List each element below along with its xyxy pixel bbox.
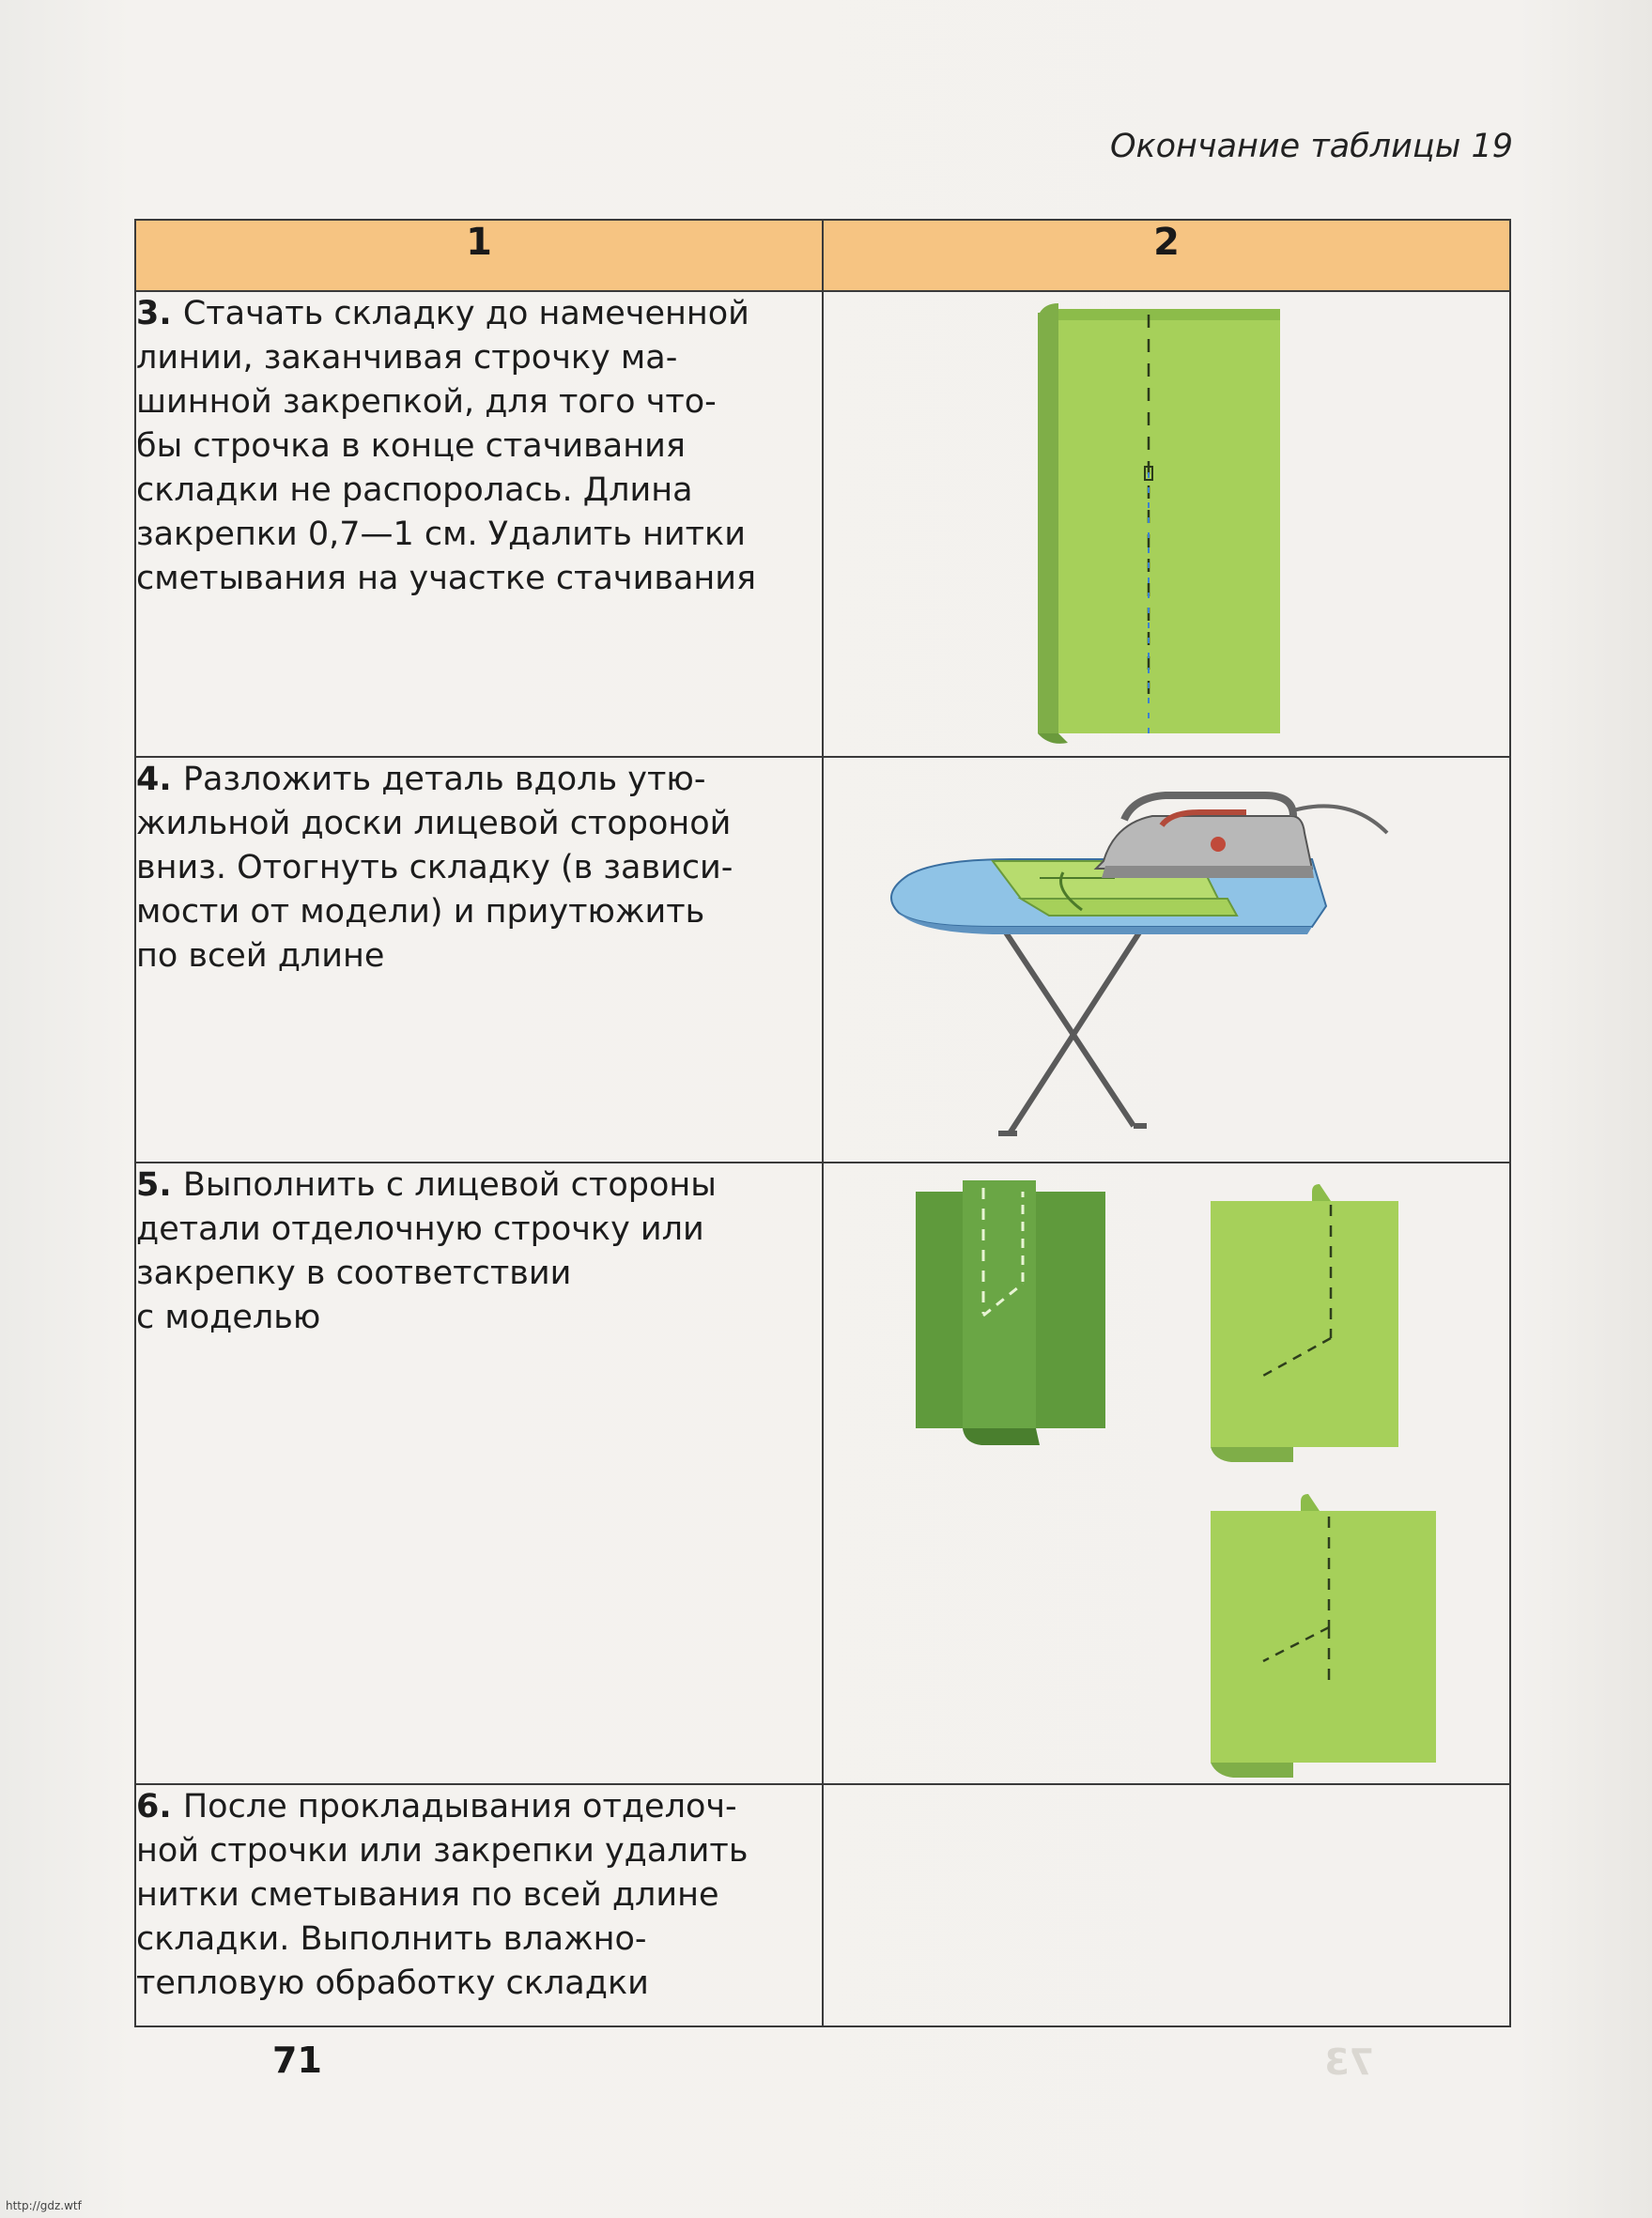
instructions-table [134,219,1511,2027]
step-number: 5. [136,1166,183,1204]
step-number: 3. [136,295,183,332]
step-number: 4. [136,761,183,798]
step-line: складки не распоролась. Длина [136,471,693,509]
step-line: Выполнить с лицевой стороны [182,1166,717,1204]
table-row [135,291,1510,757]
step-line: с моделью [136,1299,321,1336]
table-header-row [135,220,1510,291]
step-3-full-text [0,0,1,1]
step-4-text [135,757,823,1163]
step-6-illustration-empty [823,1784,1510,2026]
table-row [135,1163,1510,1784]
step-5-text [135,1163,823,1784]
bleed-through-page-number: 73 [1324,2041,1374,2083]
step-line: жильной доски лицевой стороной [136,805,732,842]
table-row [135,1784,1510,2026]
step-line: ной строчки или закрепки удалить [136,1832,749,1870]
step-line: Разложить деталь вдоль утю- [182,761,706,798]
step-line: Стачать складку до намеченной [182,295,749,332]
source-footer: http://gdz.wtf [6,2199,82,2212]
step-3-text [135,291,823,757]
step-line: тепловую обработку складки [136,1964,649,2002]
step-line: сметывания на участке стачивания [136,560,757,597]
step-line: складки. Выполнить влажно- [136,1920,647,1958]
step-line: вниз. Отогнуть складку (в зависи- [136,849,733,886]
step-5-illustration [823,1163,1510,1784]
step-line: детали отделочную строчку или [136,1210,704,1248]
page-number: 71 [272,2040,322,2081]
ironing-board-image [824,758,1509,1162]
topstitch-variants-image [824,1163,1509,1783]
step-line: бы строчка в конце стачивания [136,427,686,465]
step-line: После прокладывания отделоч- [182,1788,737,1825]
step-line: мости от модели) и приутюжить [136,893,705,931]
column-header-2: 2 [823,220,1510,291]
step-line: закрепки 0,7—1 см. Удалить нитки [136,516,746,553]
step-line: линии, заканчивая строчку ма- [136,339,678,377]
step-4-illustration [823,757,1510,1163]
step-line: закрепку в соответствии [136,1255,572,1292]
step-number: 6. [136,1788,183,1825]
step-line: шинной закрепкой, для того что- [136,383,717,421]
table-continuation-caption: Окончание таблицы 19 [1109,128,1513,165]
step-line: по всей длине [136,937,385,975]
step-line: нитки сметывания по всей длине [136,1876,719,1914]
column-header-1: 1 [135,220,823,291]
table-row [135,757,1510,1163]
step-6-text [135,1784,823,2026]
step-3-illustration [823,291,1510,757]
stitched-fold-image [824,292,1509,756]
